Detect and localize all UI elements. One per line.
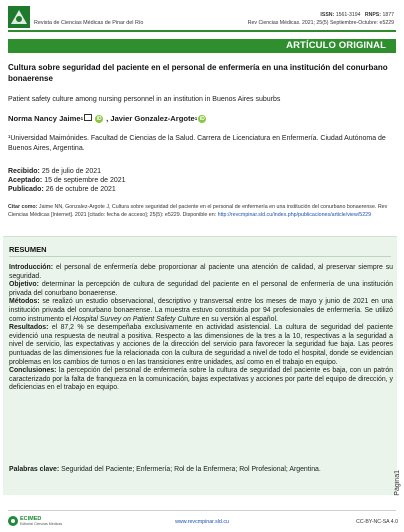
orcid-icon[interactable]: iD [96,115,102,122]
author-list: Norma Nancy Jaime 1 iD , Javier Gonzalez-Argote 1 iD [8,114,205,123]
author-name[interactable]: , Javier Gonzalez-Argote [106,114,195,123]
abstract-objetivo: Objetivo: determinar la percepción de cultura de seguridad del paciente en el personal de enfermería de una institución privada del conurbano bonaerense. [9,281,393,297]
keywords: Palabras clave: Seguridad del Paciente; Enfermería; Rol de la Enfermera; Rol Profesional; Argentina. [9,466,321,473]
abstract-resultados: Resultados: el 87,2 % se desempeñaba exclusivamente en actividad asistencial. La cultura de seguridad del paciente evidenció una respuesta de neutral a positiva. Respecto a las dimensiones de la tres a la 10, respectivas a la seguridad a nivel de servicio, las expectativas y acciones de la dirección del servicio para favorecer la seguridad fue baja. Las peores puntuadas de las dimensiones fue la relacionada con la cultura de seguridad a nivel de todo el hospital, donde se evidencian problemas en los cambios de turnos o en las transiciones entre unidades, así como en el trabajo en equipo. [9,324,393,366]
citation-block: Citar como: Jaime NN, Gonzalez-Argote J, Cultura sobre seguridad del paciente en el personal de enfermería en una institución del conurbano bonaerense. Rev Ciencias Médicas [Internet]. 2021 [citado: fecha de acceso]; 25(5): e5229. Disponible en: http://revcmpinar.sld.cu/index.php/publicaciones/article/view/5229 [8,204,388,218]
author-name[interactable]: Norma Nancy Jaime [8,114,81,123]
affiliation: ¹Universidad Maimónides. Facultad de Ciencias de la Salud. Carrera de Licenciatura en Enfermería. Ciudad Autónoma de Buenos Aires, Argentina. [8,135,386,152]
email-icon[interactable] [84,114,92,121]
abstract-introduccion: Introducción: el personal de enfermería debe proporcionar al paciente una atención de calidad, al preservar siempre su seguridad. [9,264,393,280]
abstract-body [9,264,393,393]
article-link[interactable]: http://revcmpinar.sld.cu/index.php/publicaciones/article/view/5229 [217,211,372,218]
page-header [8,6,396,28]
journal-logo-icon [8,6,30,28]
orcid-icon[interactable]: iD [199,115,205,122]
page-number: Página1 [394,470,401,496]
section-label: ARTÍCULO ORIGINAL [286,40,386,51]
journal-name: Revista de Ciencias Médicas de Pinar del Río [34,20,144,26]
publication-dates: Recibido: 25 de julio de 2021 Aceptado: 15 de septiembre de 2021 Publicado: 26 de octubre de 2021 [8,168,126,193]
publisher-logo: ECIMED Editorial Ciencias Médicas [8,515,62,527]
issue-citation: Rev Ciencias Médicas. 2021; 25(5) Septiembre-Octubre: e5229 [247,20,394,26]
abstract-conclusiones: Conclusiones: la percepción del personal de enfermería sobre la cultura de seguridad del paciente es baja, con un patrón caracterizado por la falta de franqueza en la comunicación, bajas expectativas y acciones por parte del equipo de dirección, y deficiencias en el trabajo en equipo. [9,367,393,392]
issn-line: ISSN: 1561-3194 RNPS: 1877 [320,12,394,18]
abstract-box [3,236,397,495]
license-label: CC-BY-NC-SA 4.0 [356,519,398,525]
abstract-divider [9,256,391,257]
article-title-en: Patient safety culture among nursing personnel in an institution in Buenos Aires suburbs [8,96,281,103]
journal-website-link[interactable]: www.revcmpinar.sld.cu [175,519,229,525]
section-band [8,39,396,53]
footer-divider [8,510,396,511]
abstract-heading: RESUMEN [9,245,47,254]
article-title: Cultura sobre seguridad del paciente en el personal de enfermería en una institución del conurbano bonaerense [8,63,388,83]
abstract-metodos: Métodos: se realizó un estudio observacional, descriptivo y transversal entre los meses de mayo y junio de 2021 en una institución privada del conurbano bonaerense. La muestra estuvo constituida por 94 profesionales de enfermería. Se utilizó como instrumento el Hospital Survey on Patient Safety Culture en su versión al español. [9,298,393,323]
header-divider [8,30,396,32]
